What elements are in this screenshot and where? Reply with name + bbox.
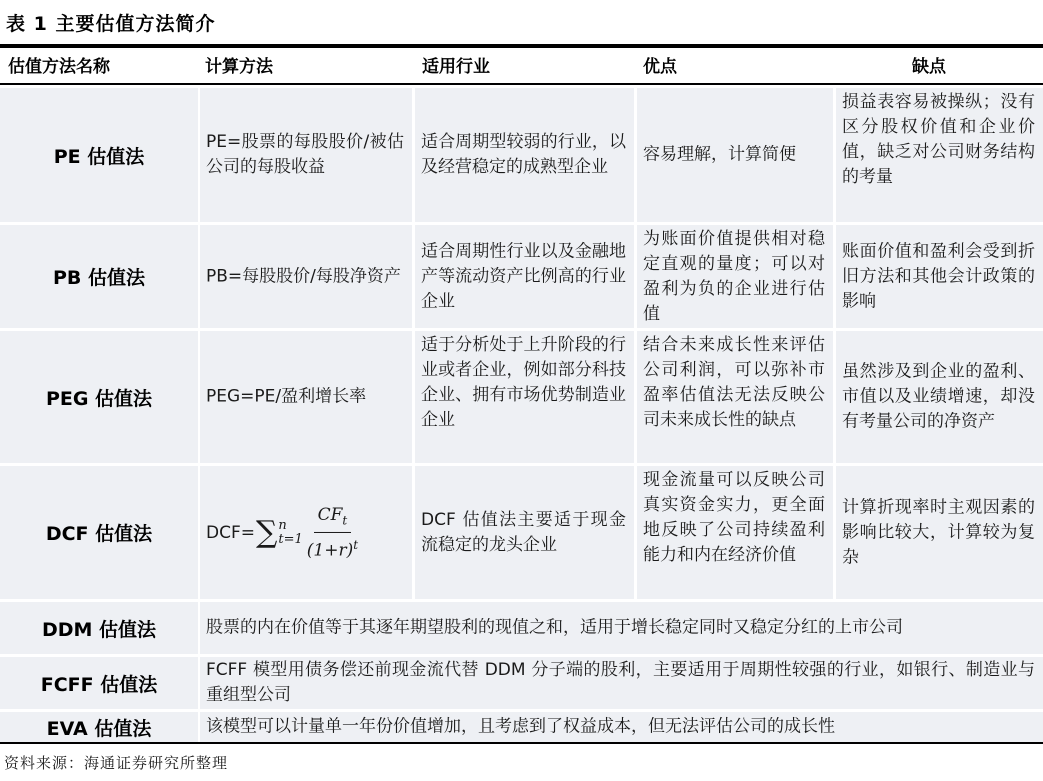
- header-calculation: 计算方法: [205, 57, 273, 77]
- industry-dcf: DCF 估值法主要适于现金流稳定的龙头企业: [415, 466, 634, 599]
- desc-ddm: 股票的内在价值等于其逐年期望股利的现值之和，适用于增长稳定同时又稳定分红的上市公司: [200, 602, 1043, 654]
- header-rule: [0, 83, 1043, 85]
- table-row-peg: [0, 331, 1043, 463]
- desc-fcff: FCFF 模型用债务偿还前现金流代替 DDM 分子端的股利，主要适用于周期性较强的行业，如银行、制造业与重组型公司: [200, 657, 1043, 709]
- method-name-ddm: DDM 估值法: [0, 602, 198, 654]
- header-advantages: 优点: [643, 57, 677, 77]
- calc-dcf: [200, 466, 412, 599]
- table-row-pe: [0, 88, 1043, 222]
- calc-pb: PB=每股股价/每股净资产: [200, 225, 412, 328]
- cons-peg: 虽然涉及到企业的盈利、市值以及业绩增速，却没有考量公司的净资产: [836, 331, 1043, 463]
- table-top-rule: [0, 44, 1043, 48]
- cons-pe: 损益表容易被操纵；没有区分股权价值和企业价值，缺乏对公司财务结构的考量: [836, 88, 1043, 222]
- method-name-eva: EVA 估值法: [0, 712, 198, 742]
- pros-pb: 为账面价值提供相对稳定直观的量度；可以对盈利为负的企业进行估值: [637, 225, 833, 328]
- dcf-formula: DCF= ∑ n t=1 $\frac{CF_t}{(1+r)^t}$: [206, 504, 359, 561]
- table-row-ddm: [0, 602, 1043, 654]
- method-name-fcff: FCFF 估值法: [0, 657, 198, 709]
- sigma-symbol: ∑: [255, 514, 278, 550]
- pros-peg: 结合未来成长性来评估公司利润，可以弥补市盈率估值法无法反映公司未来成长性的缺点: [637, 331, 833, 463]
- industry-pb: 适合周期性行业以及金融地产等流动资产比例高的行业企业: [415, 225, 634, 328]
- table-bottom-rule: [0, 742, 1043, 744]
- method-name-dcf: DCF 估值法: [0, 466, 198, 599]
- pros-pe: 容易理解，计算简便: [637, 88, 833, 222]
- table-row-fcff: [0, 657, 1043, 709]
- header-disadvantages: 缺点: [912, 57, 946, 77]
- method-name-pb: PB 估值法: [0, 225, 198, 328]
- header-method-name: 估值方法名称: [8, 57, 110, 77]
- source-note: 资料来源：海通证券研究所整理: [4, 754, 229, 772]
- industry-pe: 适合周期型较弱的行业，以及经营稳定的成熟型企业: [415, 88, 634, 222]
- industry-peg: 适于分析处于上升阶段的行业或者企业，例如部分科技企业、拥有市场优势制造业企业: [415, 331, 634, 463]
- table-row-dcf: [0, 466, 1043, 599]
- table-caption: 表 1 主要估值方法简介: [6, 13, 216, 35]
- pros-dcf: 现金流量可以反映公司真实资金实力，更全面地反映了公司持续盈利能力和内在经济价值: [637, 466, 833, 599]
- method-name-peg: PEG 估值法: [0, 331, 198, 463]
- method-name-pe: PE 估值法: [0, 88, 198, 222]
- table-row-pb: [0, 225, 1043, 328]
- cons-dcf: 计算折现率时主观因素的影响比较大，计算较为复杂: [836, 466, 1043, 599]
- calc-pe: PE=股票的每股股价/被估公司的每股收益: [200, 88, 412, 222]
- table-row-eva: [0, 712, 1043, 742]
- desc-eva: 该模型可以计量单一年份价值增加，且考虑到了权益成本，但无法评估公司的成长性: [200, 712, 1043, 742]
- calc-peg: PEG=PE/盈利增长率: [200, 331, 412, 463]
- cons-pb: 账面价值和盈利会受到折旧方法和其他会计政策的影响: [836, 225, 1043, 328]
- header-industry: 适用行业: [422, 57, 490, 77]
